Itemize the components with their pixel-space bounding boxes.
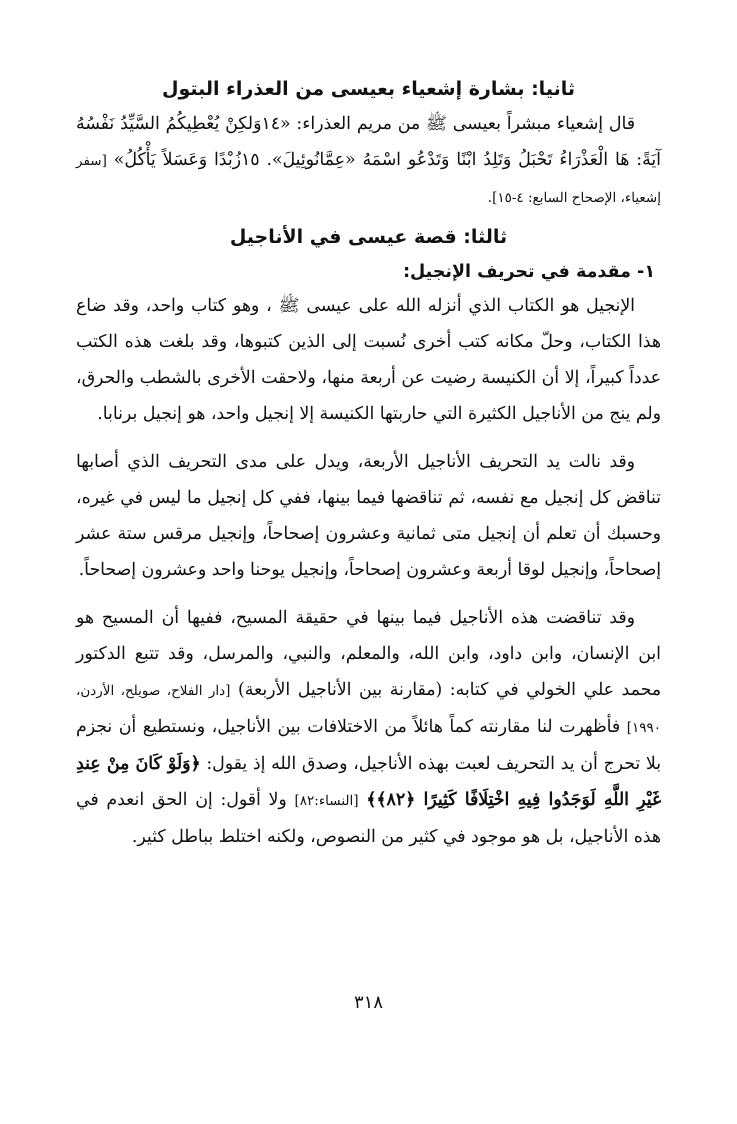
quran-verse: ﴿وَلَوْ كَانَ مِنْ عِندِ غَيْرِ اللَّهِ لَوَجَدُوا فِيهِ اخْتِلَافًا كَثِيرًا ﴿٨٢﴾﴾ xyxy=(76,754,661,810)
isaiah-text: قال إشعياء مبشراً بعيسى ﷺ من مريم العذراء: «١٤وَلكِنْ يُعْطِيكُمُ السَّيِّدُ نَفْسُهُ آيَةً: هَا الْعَذْرَاءُ تَحْبَلُ وَتَلِدُ ابْنًا وَتَدْعُو اسْمَهُ «عِمَّانُوئِيلَ». ١٥زُبْدًا وَعَسَلاً يَأْكُلُ» xyxy=(76,114,661,170)
four-gospels-text: وقد نالت يد التحريف الأناجيل الأربعة، ويدل على مدى التحريف الذي أصابها تناقض كل إنجيل مع نفسه، ثم تناقضها فيما بينها، ففي كل إنجيل ما ليس في غيره، وحسبك أن تعلم أن إنجيل متى ثمانية وعشرون إصحاحاً، وإنجيل مرقس ستة عشر إصحاحاً، وإنجيل لوقا أربعة وعشرون إصحاحاً، وإنجيل يوحنا واحد وعشرون إصحاحاً. xyxy=(76,452,661,580)
page-number: ٣١٨ xyxy=(353,992,383,1013)
subheading-gospel-corruption: ١- مقدمة في تحريف الإنجيل: xyxy=(403,262,655,282)
paragraph-four-gospels xyxy=(76,444,661,588)
section-heading-isaiah: ثانيا: بشارة إشعياء بعيسى من العذراء البتول xyxy=(162,78,575,100)
gospel-intro-text: الإنجيل هو الكتاب الذي أنزله الله على عيسى ﷺ ، وهو كتاب واحد، وقد ضاع هذا الكتاب، وحلّ مكانه كتب أخرى نُسبت إلى الذين كتبوها، وقد بلغت هذه الكتب عدداً كبيراً، إلا أن الكنيسة رضيت عن أربعة منها، ولاحقت الأخرى بالشطب والحرق، ولم ينج من الأناجيل الكثيرة التي حاربتها الكنيسة إلا إنجيل واحد، هو إنجيل برنابا. xyxy=(76,296,661,424)
contradictions-text-b: فأظهرت لنا مقارنته كماً هائلاً من الاختلافات بين الأناجيل، ونستطيع أن نجزم بلا تحرج أن يد التحريف لعبت بهذه الأناجيل، وصدق الله إذ يقول: xyxy=(76,717,662,774)
book-reference: [دار الفلاح، صويلح، الأردن، ١٩٩٠] xyxy=(76,683,662,736)
contradictions-text-c: ولا أقول: إن الحق انعدم في هذه الأناجيل، بل هو موجود في كثير من النصوص، ولكنه اختلط بباطل كثير. xyxy=(76,790,661,847)
isaiah-reference: [سفر إشعياء، الإصحاح السابع: ٤-١٥]. xyxy=(76,153,661,206)
paragraph-gospel-intro xyxy=(76,288,661,432)
verse-reference: [النساء:٨٢] xyxy=(294,793,359,809)
isaiah-paragraph xyxy=(76,106,661,216)
section-heading-gospels: ثالثا: قصة عيسى في الأناجيل xyxy=(229,226,508,248)
paragraph-contradictions xyxy=(76,600,661,855)
contradictions-text-a: وقد تناقضت هذه الأناجيل فيما بينها في حقيقة المسيح، ففيها أن المسيح هو ابن الإنسان، وابن داود، وابن الله، والمعلم، والنبي، والمرسل، وقد تتبع الدكتور محمد علي الخولي في كتابه: (مقارنة بين الأناجيل الأربعة) xyxy=(76,608,662,700)
